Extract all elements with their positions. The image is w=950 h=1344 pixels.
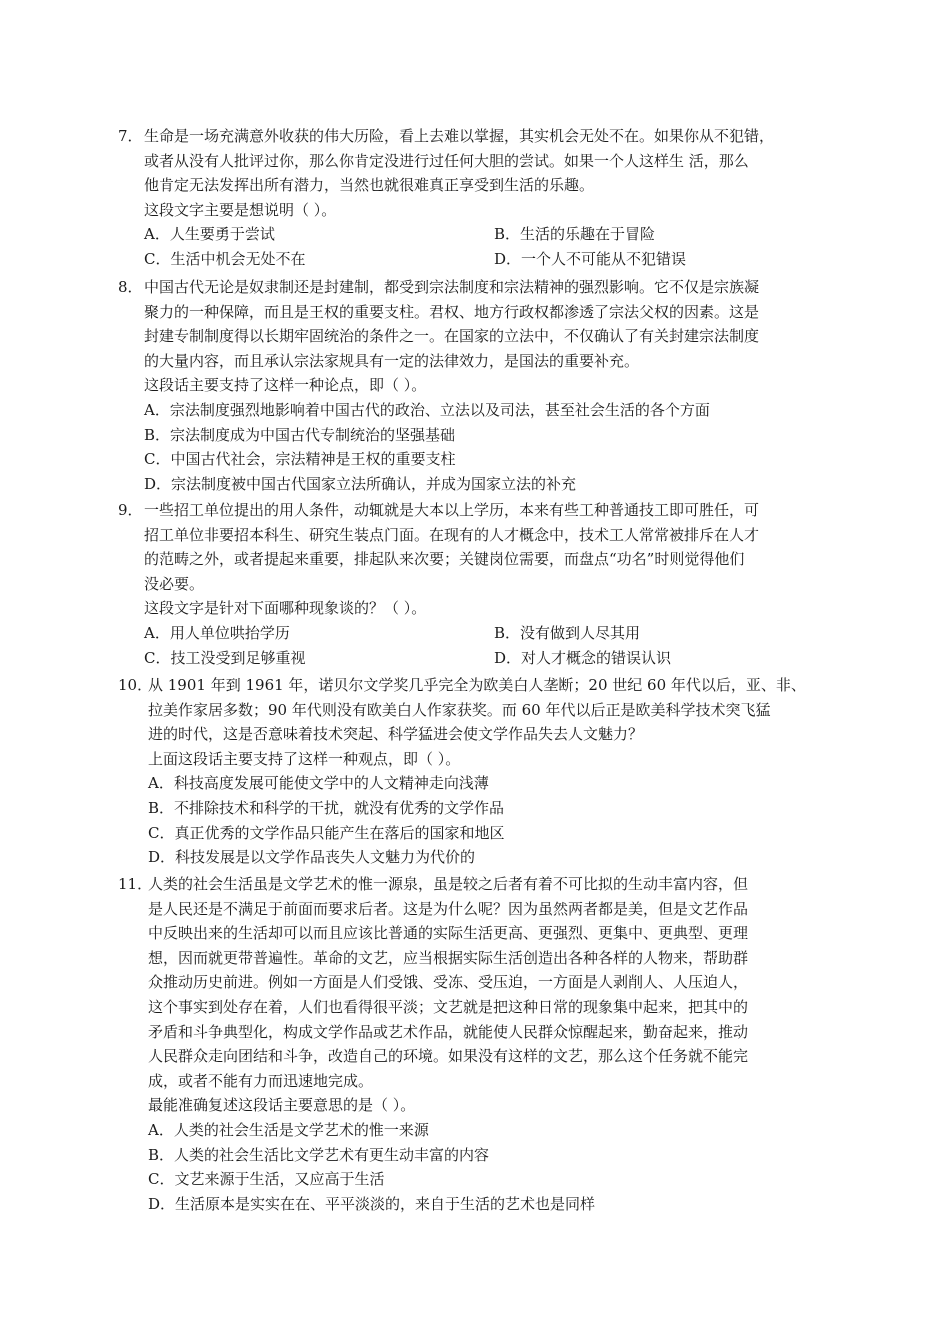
question-number: 9． [118, 501, 143, 519]
passage-line: 没必要。 [144, 574, 205, 593]
question-number: 10． [118, 676, 153, 694]
question-number: 7． [118, 127, 143, 145]
passage-line: 中反映出来的生活却可以而且应该比普通的实际生活更高、更强烈、更集中、更典型、更理 [148, 924, 749, 943]
option-c: C．生活中机会无处不在 [144, 249, 306, 268]
option-d: D．科技发展是以文学作品丧失人文魅力为代价的 [148, 848, 476, 867]
option-a: A．人生要勇于尝试 [144, 225, 275, 244]
question-number: 8． [118, 278, 143, 296]
option-a: A．人类的社会生活是文学艺术的惟一来源 [148, 1120, 429, 1139]
passage-line: 生命是一场充满意外收获的伟大历险，看上去难以掌握，其实机会无处不在。如果你从不犯错， [144, 127, 775, 145]
question-prompt: 最能准确复述这段话主要意思的是（ ）。 [148, 1096, 416, 1115]
option-b: B．没有做到人尽其用 [494, 623, 641, 642]
passage-line: 招工单位非要招本科生、研究生装点门面。在现有的人才概念中，技术工人常常被排斥在人才 [144, 525, 760, 544]
passage-line: 或者从没有人批评过你，那么你肯定没进行过任何大胆的尝试。如果一个人这样生 活，那么 [144, 151, 749, 170]
passage-line: 进的时代，这是否意味着技术突起、科学猛进会使文学作品失去人文魅力？ [148, 725, 644, 744]
question-prompt: 这段文字主要是想说明（ ）。 [144, 200, 337, 219]
option-b: B．不排除技术和科学的干扰，就没有优秀的文学作品 [148, 798, 505, 817]
passage-line: 成，或者不能有力而迅速地完成。 [148, 1071, 374, 1090]
passage-line: 从 1901 年到 1961 年，诺贝尔文学奖几乎完全为欧美白人垄断；20 世纪 60 年代以后，亚、非、 [148, 676, 806, 694]
option-d: D．宗法制度被中国古代国家立法所确认，并成为国家立法的补充 [144, 474, 577, 493]
passage-line: 这个事实到处存在着，人们也看得很平淡；文艺就是把这种日常的现象集中起来，把其中的 [148, 997, 749, 1016]
passage-line: 的大量内容，而且承认宗法家规具有一定的法律效力，是国法的重要补充。 [144, 351, 640, 370]
passage-line: 拉美作家居多数；90 年代则没有欧美白人作家获奖。而 60 年代以后正是欧美科学技术突飞猛 [148, 700, 771, 719]
option-d: D．对人才概念的错误认识 [494, 648, 672, 667]
passage-line: 众推动历史前进。例如一方面是人们受饿、受冻、受压迫，一方面是人剥削人、人压迫人， [148, 973, 749, 992]
question-9 [118, 498, 858, 670]
passage-line: 人民群众走向团结和斗争，改造自己的环境。如果没有这样的文艺，那么这个任务就不能完 [148, 1047, 749, 1066]
option-a: A．用人单位哄抬学历 [144, 623, 290, 642]
question-prompt: 这段话主要支持了这样一种论点，即（ ）。 [144, 376, 427, 395]
option-d: D．生活原本是实实在在、平平淡淡的，来自于生活的艺术也是同样 [148, 1194, 596, 1213]
question-8 [118, 275, 858, 496]
option-c: C．技工没受到足够重视 [144, 648, 306, 667]
passage-line: 想，因而就更带普遍性。革命的文艺，应当根据实际生活创造出各种各样的人物来，帮助群 [148, 948, 749, 967]
question-10 [118, 673, 858, 870]
option-b: B．生活的乐趣在于冒险 [494, 225, 656, 244]
option-b: B．宗法制度成为中国古代专制统治的坚强基础 [144, 425, 456, 444]
question-prompt: 上面这段话主要支持了这样一种观点，即（ ）。 [148, 749, 461, 768]
option-b: B．人类的社会生活比文学艺术有更生动丰富的内容 [148, 1145, 490, 1164]
question-prompt: 这段文字是针对下面哪种现象谈的？（ ）。 [144, 599, 427, 618]
passage-line: 中国古代无论是奴隶制还是封建制，都受到宗法制度和宗法精神的强烈影响。它不仅是宗族凝 [144, 278, 760, 296]
question-11 [118, 872, 858, 1216]
option-d: D．一个人不可能从不犯错误 [494, 249, 687, 268]
passage-line: 矛盾和斗争典型化，构成文学作品或艺术作品，就能使人民群众惊醒起来，勤奋起来，推动 [148, 1022, 749, 1041]
passage-line: 一些招工单位提出的用人条件，动辄就是大本以上学历，本来有些工种普通技工即可胜任，可 [144, 501, 760, 519]
passage-line: 人类的社会生活虽是文学艺术的惟一源泉，虽是较之后者有着不可比拟的生动丰富内容，但 [148, 875, 749, 893]
option-c: C．真正优秀的文学作品只能产生在落后的国家和地区 [148, 823, 505, 842]
passage-line: 的范畴之外，或者提起来重要，排起队来次要；关键岗位需要，而盘点“功名”时则觉得他们 [144, 550, 745, 569]
question-7 [118, 124, 858, 272]
option-c: C．文艺来源于生活，又应高于生活 [148, 1170, 385, 1189]
passage-line: 封建专制制度得以长期牢固统治的条件之一。在国家的立法中，不仅确认了有关封建宗法制度 [144, 327, 760, 346]
passage-line: 是人民还是不满足于前面而要求后者。这是为什么呢？因为虽然两者都是美，但是文艺作品 [148, 899, 749, 918]
option-a: A．宗法制度强烈地影响着中国古代的政治、立法以及司法，甚至社会生活的各个方面 [144, 400, 710, 419]
option-c: C．中国古代社会，宗法精神是王权的重要支柱 [144, 450, 456, 469]
question-number: 11． [118, 875, 153, 893]
passage-line: 他肯定无法发挥出所有潜力，当然也就很难真正享受到生活的乐趣。 [144, 176, 595, 195]
passage-line: 聚力的一种保障，而且是王权的重要支柱。君权、地方行政权都渗透了宗法父权的因素。这是 [144, 302, 760, 321]
option-a: A．科技高度发展可能使文学中的人文精神走向浅薄 [148, 774, 489, 793]
